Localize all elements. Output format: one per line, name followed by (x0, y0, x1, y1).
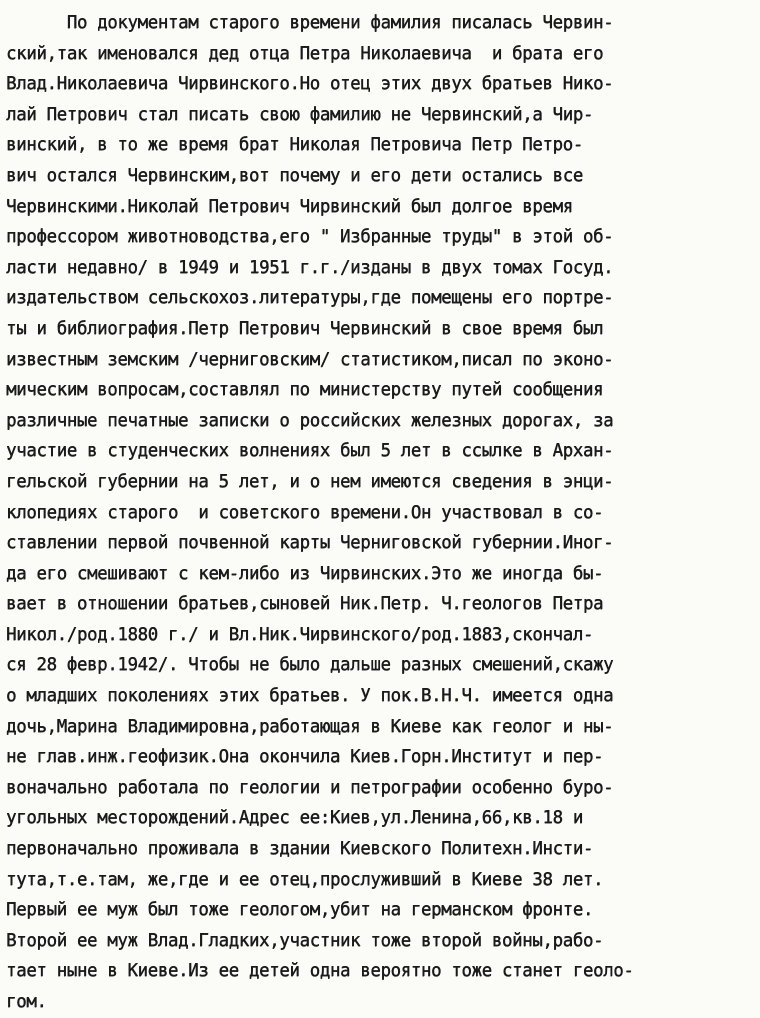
text-line-23: о младших поколениях этих братьев. У пок.В.Н.Ч. имеется одна (6, 686, 614, 707)
text-line-17: клопедиях старого и советского времени.Он участвовал в со- (6, 502, 604, 523)
text-line-9: ласти недавно/ в 1949 и 1951 г.г./изданы в двух томах Госуд. (6, 257, 614, 278)
text-line-28: первоначально проживала в здании Киевского Политехн.Инсти- (6, 839, 593, 860)
text-line-19: да его смешивают с кем-либо из Чирвинских.Это же иногда бы- (6, 563, 604, 584)
text-line-33: гом. (6, 992, 47, 1012)
text-line-6: вич остался Червинским,вот почему и его дети остались все (6, 165, 583, 186)
text-line-8: профессором животноводства,его " Избранные труды" в этой об- (6, 227, 614, 248)
text-line-12: известным земским /черниговским/ статистиком,писал по эконо- (6, 349, 614, 370)
text-line-4: лай Петрович стал писать свою фамилию не Червинский,а Чир- (6, 104, 593, 125)
text-line-14: различные печатные записки о российских железных дорогах, за (6, 410, 614, 431)
text-line-7: Червинскими.Николай Петрович Чирвинский был долгое время (6, 196, 573, 217)
text-line-21: Никол./род.1880 г./ и Вл.Ник.Чирвинского/род.1883,скончал- (6, 624, 593, 645)
text-line-13: мическим вопросам,составлял по министерству путей сообщения (6, 380, 604, 401)
text-line-29: тута,т.е.там, же,где и ее отец,прослуживший в Киеве 38 лет. (6, 869, 604, 890)
text-line-3: Влад.Николаевича Чирвинского.Но отец этих двух братьев Нико- (6, 74, 614, 95)
text-line-11: ты и библиография.Петр Петрович Червинский в свое время был (6, 318, 604, 339)
text-line-25: не глав.инж.геофизик.Она окончила Киев.Горн.Институт и пер- (6, 747, 604, 768)
text-line-20: вает в отношении братьев,сыновей Ник.Петр. Ч.геологов Петра (6, 594, 604, 615)
text-line-16: гельской губернии на 5 лет, и о нем имеются сведения в энци- (6, 471, 614, 492)
text-line-31: Второй ее муж Влад.Гладких,участник тоже второй войны,рабо- (6, 930, 604, 951)
text-line-27: угольных месторождений.Адрес ее:Киев,ул.Ленина,66,кв.18 и (6, 808, 583, 829)
text-line-10: издательством сельскохоз.литературы,где помещены его портре- (6, 288, 614, 309)
text-line-15: участие в студенческих волнениях был 5 лет в ссылке в Архан- (6, 441, 614, 462)
text-line-32: тает ныне в Киеве.Из ее детей одна вероятно тоже станет геоло- (6, 961, 634, 982)
text-line-2: ский,так именовался дед отца Петра Николаевича и брата его (6, 43, 604, 64)
text-line-5: винский, в то же время брат Николая Петровича Петр Петро- (6, 135, 583, 156)
text-line-24: дочь,Марина Владимировна,работающая в Киеве как геолог и ны- (6, 716, 614, 737)
text-line-1: По документам старого времени фамилия писалась Червин- (6, 13, 614, 33)
text-line-30: Первый ее муж был тоже геологом,убит на германском фронте. (6, 900, 593, 921)
text-line-26: воначально работала по геологии и петрографии особенно буро- (6, 777, 614, 798)
text-line-18: ставлении первой почвенной карты Черниговской губернии.Иног- (6, 533, 614, 554)
text-line-22: ся 28 февр.1942/. Чтобы не было дальше разных смешений,скажу (6, 655, 614, 676)
